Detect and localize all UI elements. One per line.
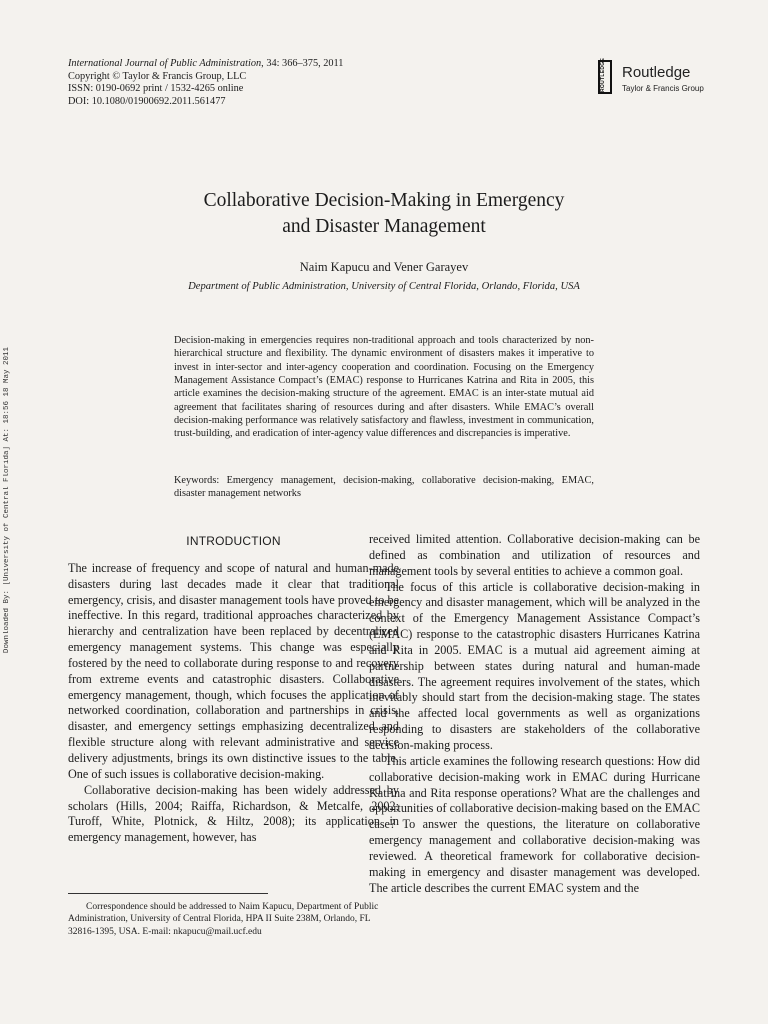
publisher-group: Taylor & Francis Group — [622, 84, 704, 93]
copyright-line: Copyright © Taylor & Francis Group, LLC — [68, 70, 247, 82]
publisher-name: Routledge — [622, 64, 691, 81]
paragraph: Collaborative decision-making has been widely addressed by scholars (Hills, 2004; Raiffa, Richardson, & Metcalfe, 2002; Turoff, White, Plotnick, & Hiltz, 2008); its application in emergency management, however, has — [68, 782, 399, 845]
section-heading: INTRODUCTION — [186, 534, 281, 548]
journal-volume: , 34: 366–375, 2011 — [261, 58, 344, 69]
journal-citation — [68, 58, 468, 71]
download-stamp-text: Downloaded By: [University of Central Florida] At: 18:56 18 May 2011 — [3, 346, 11, 654]
journal-header — [68, 58, 468, 108]
article-title — [100, 188, 668, 240]
paragraph: The increase of frequency and scope of natural and human-made disasters during last decades made it clear that traditional emergency, crisis, and disaster management tools have proved to be ineffective. In this regard, traditional approaches characterized by hierarchy and centralization have been replaced by decentralized emergency management systems. This change was especially fostered by the need to collaborate during response to and recovery from extreme events and catastrophic disasters. Collaborative emergency management, though, which focuses the application of networked coordination, collaboration and partnerships in crisis, disaster, and emergency settings emphasizing decentralized and flexible structure along with relevant administrative and service delivery adjustments, brings its own distinctive issues to the table. One of such issues is collaborative decision-making. — [68, 560, 399, 781]
paragraph: The focus of this article is collaborative decision-making in emergency and disaster management, which will be analyzed in the context of the Emergency Management Assistance Compact’s (EMAC) response to the catastrophic disasters Hurricanes Katrina and Rita in 2005. EMAC is a mutual aid agreement aiming at partnership between states during natural and human-made disasters. The agreement requires involvement of the states, which inevitably should start from the decision-making stage. The states and the affected local governments as well as organizations responding to disasters are stakeholders of the collaborative decision-making process. — [369, 579, 700, 752]
abstract: Decision-making in emergencies requires non-traditional approach and tools characterized by non-hierarchical structure and flexibility. The dynamic environment of disasters makes it imperative to invest in inter-sector and inter-agency cooperation and coordination. Focusing on the Emergency Management Assistance Compact’s (EMAC) response to Hurricanes Katrina and Rita in 2005, this article examines the decision-making structure of the agreement. EMAC is an inter-state mutual aid agreement that facilitates sharing of resources during and after disasters. While EMAC’s overall decision-making performance was relatively satisfactory and flawless, investment in communication, trust-building, and eradication of inter-agency value differences and discrepancies is imperative. — [174, 335, 594, 440]
publisher-logo — [598, 58, 728, 98]
correspondence-footnote: Correspondence should be addressed to Naim Kapucu, Department of Public Administration, University of Central Florida, HPA II Suite 238M, Orlando, FL 32816-1395, USA. E-mail: nkapucu@mail.ucf.edu — [68, 902, 379, 937]
paragraph: received limited attention. Collaborative decision-making can be defined as combination and utilization of resources and management tools by several entities to achieve a common goal. — [369, 532, 700, 578]
download-stamp — [0, 346, 14, 654]
publisher-vertical-label: ROUTLEDGE — [600, 57, 606, 92]
paragraph: This article examines the following research questions: How did collaborative decision-making work in EMAC during Hurricane Katrina and Rita response operations? What are the challenges and opportunities of collaborative decision-making based on the EMAC case? To answer the questions, the literature on collaborative emergency management and collaborative decision-making was reviewed. A theoretical framework for collaborative decision-making in emergency and disaster management was developed. The article describes the current EMAC system and the — [369, 753, 700, 895]
doi-line: DOI: 10.1080/01900692.2011.561477 — [68, 95, 226, 107]
article-authors: Naim Kapucu and Vener Garayev — [299, 260, 469, 274]
keywords: Keywords: Emergency management, decision-making, collaborative decision-making, EMAC, disaster management networks — [174, 475, 594, 500]
body-column-right — [369, 532, 700, 896]
author-affiliation: Department of Public Administration, University of Central Florida, Orlando, Florida, USA — [188, 281, 580, 292]
issn-line: ISSN: 0190-0692 print / 1532-4265 online — [68, 83, 244, 95]
footnote-divider — [68, 893, 268, 894]
journal-name: International Journal of Public Administration — [68, 58, 262, 69]
body-column-left — [68, 532, 399, 846]
article-title-line-2: and Disaster Management — [282, 216, 486, 237]
article-title-line-1: Collaborative Decision-Making in Emergency — [203, 190, 565, 211]
